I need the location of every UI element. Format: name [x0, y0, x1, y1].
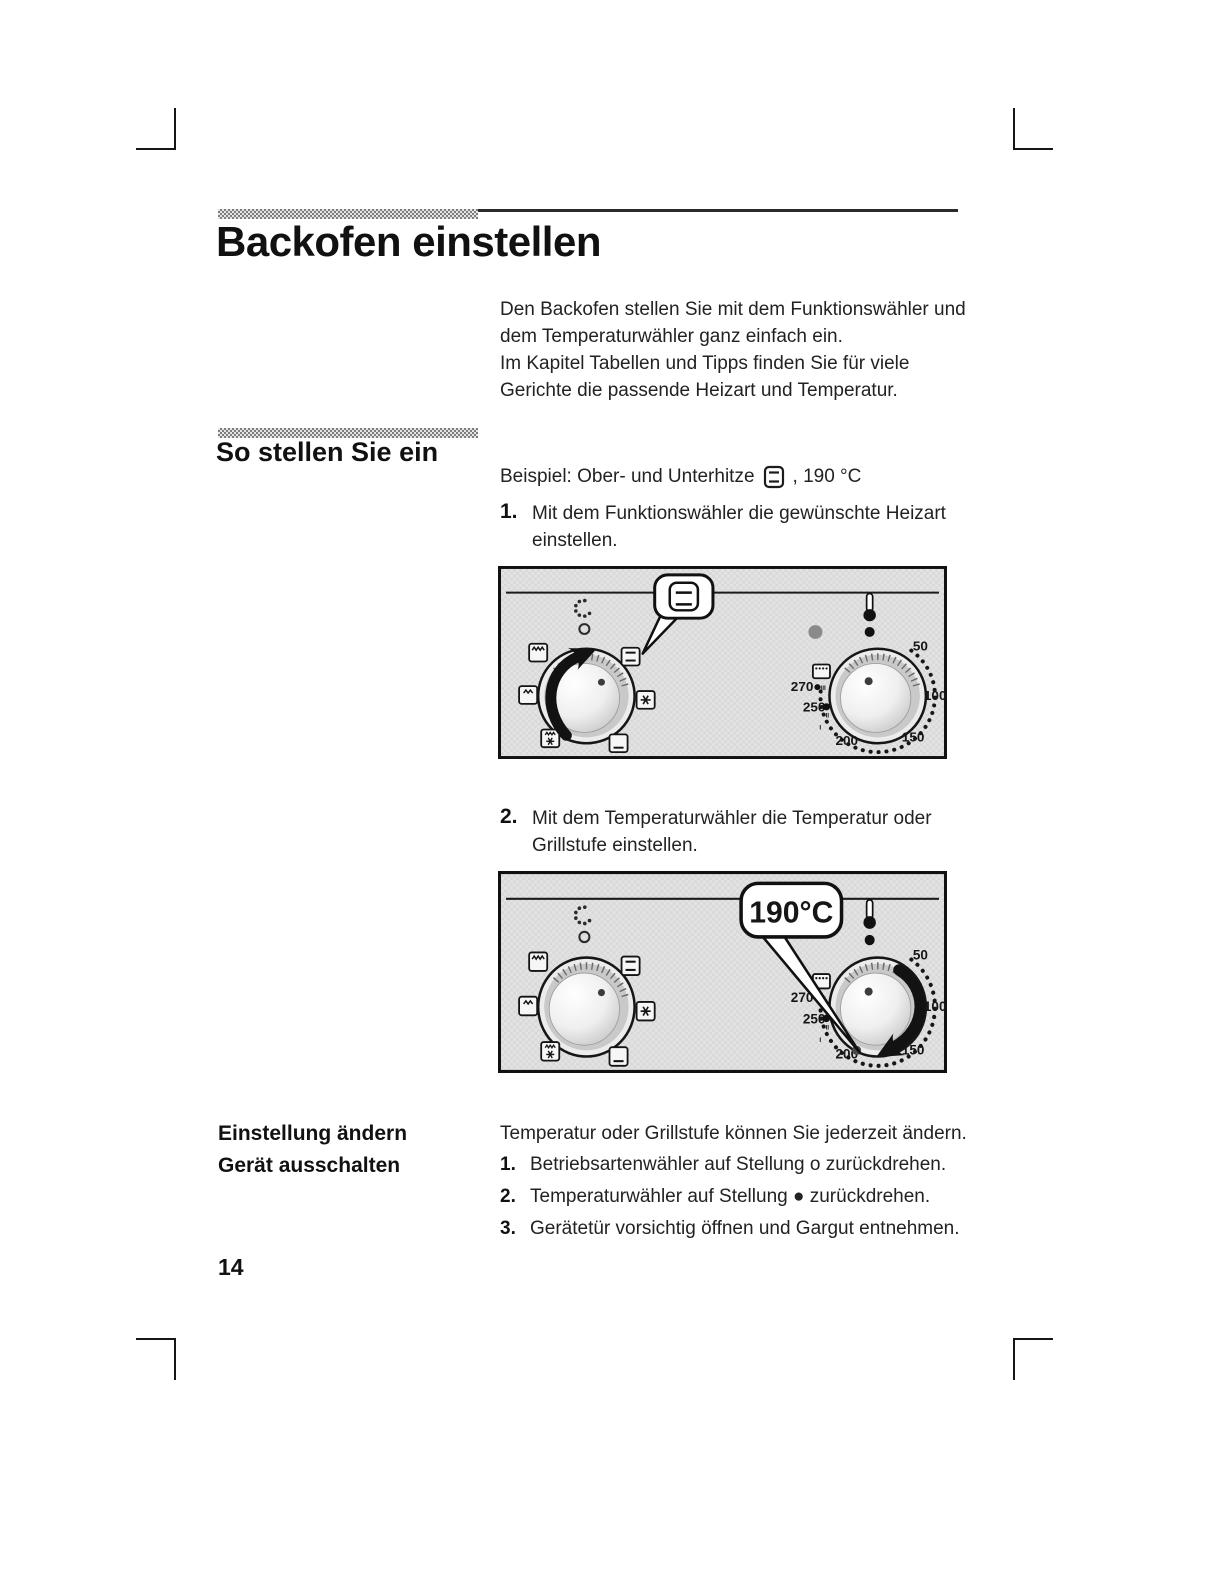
- step-2-number: 2.: [500, 805, 518, 828]
- step-1-number: 1.: [500, 500, 518, 523]
- conventional-heat-icon: [670, 583, 698, 611]
- switch-off-steps: [500, 1154, 970, 1250]
- indicator-lamp-dot: [808, 625, 822, 639]
- intro-paragraph-2: Im Kapitel Tabellen und Tipps finden Sie für viele Gerichte die passende Heizart und Temperatur.: [500, 353, 910, 401]
- step-1-text: Mit dem Funktionswähler die gewünschte Heizart einstellen.: [532, 503, 946, 551]
- list-item: [500, 1186, 970, 1208]
- crop-mark-bottom-left: [136, 1338, 176, 1380]
- item-text: Gerätetür vorsichtig öffnen und Gargut entnehmen.: [530, 1218, 960, 1239]
- crop-mark-top-right: [1013, 108, 1053, 150]
- section-heading: So stellen Sie ein: [216, 437, 439, 467]
- crop-mark-bottom-right: [1013, 1338, 1053, 1380]
- step-2: [500, 805, 960, 859]
- list-item: [500, 1154, 970, 1176]
- switch-off-label: Gerät ausschalten: [218, 1154, 401, 1177]
- list-item: [500, 1218, 970, 1240]
- step-1: [500, 500, 960, 554]
- change-setting-label: Einstellung ändern: [218, 1122, 408, 1145]
- item-text: Betriebsartenwähler auf Stellung o zurückdrehen.: [530, 1154, 947, 1175]
- item-text: Temperaturwähler auf Stellung ● zurückdrehen.: [530, 1186, 931, 1207]
- change-setting-text: Temperatur oder Grillstufe können Sie jederzeit ändern.: [500, 1123, 967, 1144]
- example-suffix: , 190 °C: [792, 466, 862, 487]
- example-prefix: Beispiel: Ober- und Unterhitze: [500, 466, 755, 487]
- title-rule-line: [478, 209, 958, 212]
- item-number: 2.: [500, 1186, 516, 1207]
- example-line: [500, 463, 968, 490]
- intro-paragraph-1: Den Backofen stellen Sie mit dem Funktionswähler und dem Temperaturwähler ganz einfach ein.: [500, 299, 966, 347]
- item-number: 1.: [500, 1154, 516, 1175]
- callout-temp-value: 190°C: [749, 895, 834, 930]
- item-number: 3.: [500, 1218, 516, 1239]
- control-panel-illustration-1: [498, 566, 947, 759]
- crop-mark-top-left: [136, 108, 176, 150]
- page-number: 14: [218, 1254, 244, 1280]
- page-title: Backofen einstellen: [216, 218, 601, 265]
- conventional-heat-icon: [763, 465, 785, 489]
- control-panel-illustration-2: [498, 871, 947, 1073]
- step-2-text: Mit dem Temperaturwähler die Temperatur oder Grillstufe einstellen.: [532, 808, 932, 856]
